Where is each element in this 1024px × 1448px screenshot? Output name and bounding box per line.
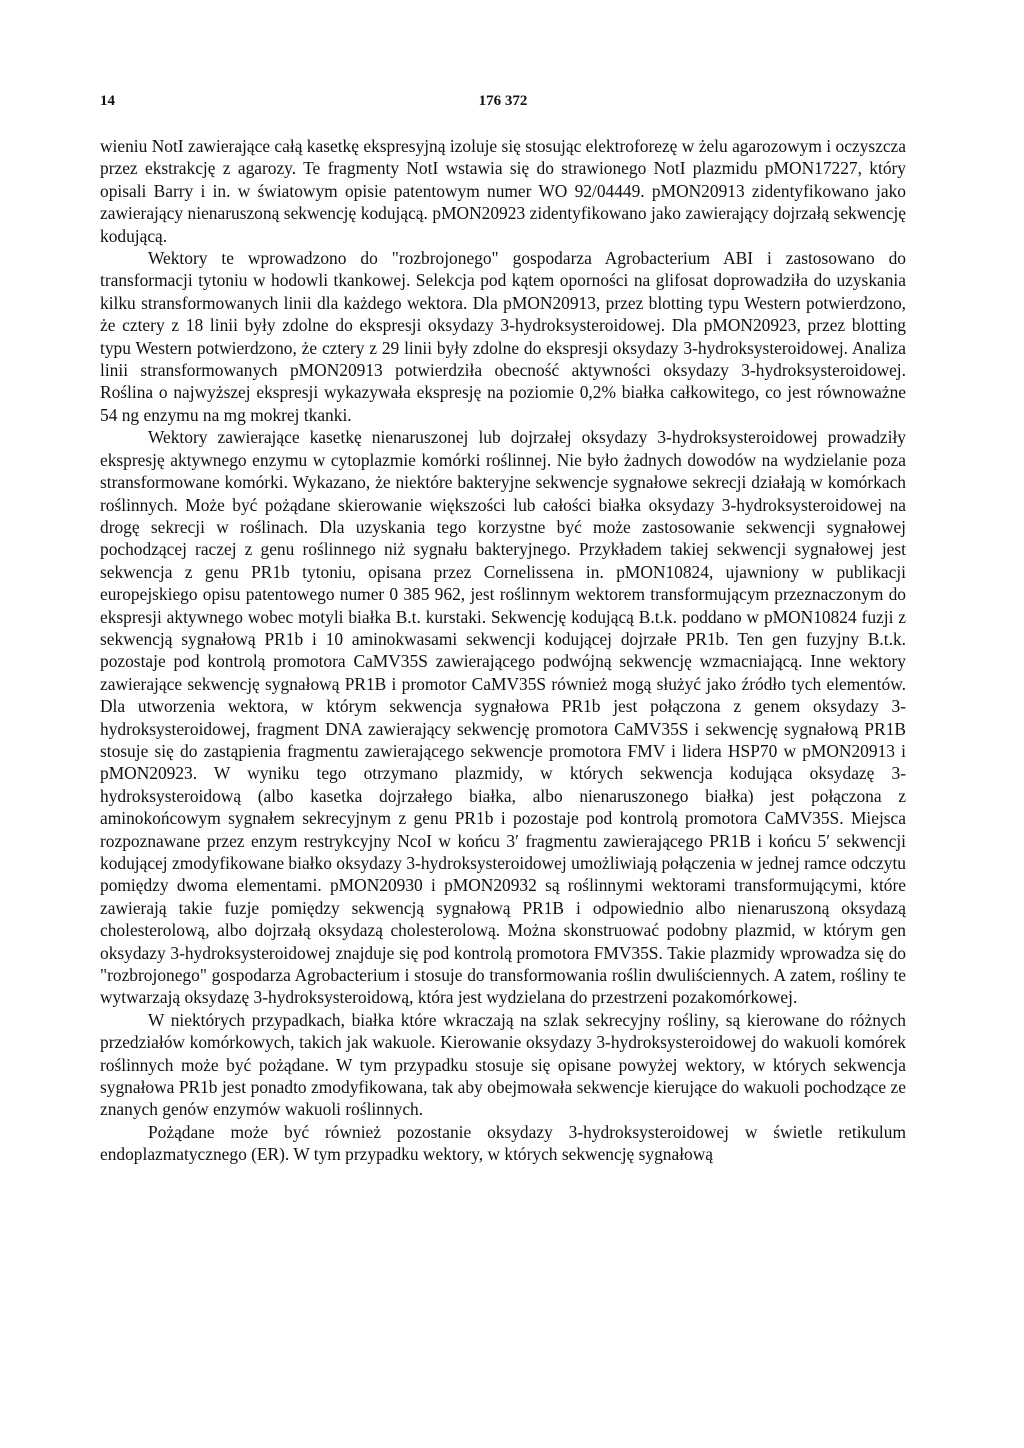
paragraph-5: Pożądane może być również pozostanie oksydazy 3-hydroksysteroidowej w świetle retikulum endoplazmatycznego (ER). W tym przypadku wektory, w których sekwencję sygnałową xyxy=(100,1121,906,1165)
paragraph-1: wieniu NotI zawierające całą kasetkę ekspresyjną izoluje się stosując elektroforezę w żelu agarozowym i oczyszcza przez ekstrakcję z agarozy. Te fragmenty NotI wstawia się do strawionego NotI plazmidu pMON17227, który opisali Barry i in. w światowym opisie patentowym numer WO 92/04449. pMON20913 zidentyfikowano jako zawierający nienaruszoną sekwencję kodującą. pMON20923 zidentyfikowano jako zawierający dojrzałą sekwencję kodującą. xyxy=(100,136,906,246)
document-body xyxy=(100,135,906,1166)
page-header xyxy=(100,93,906,113)
document-number: 176 372 xyxy=(478,93,528,109)
paragraph-4: W niektórych przypadkach, białka które wkraczają na szlak sekrecyjny rośliny, są kierowane do różnych przedziałów komórkowych, takich jak wakuole. Kierowanie oksydazy 3-hydroksysteroidowej do wakuoli komórek roślinnych może być pożądane. W tym przypadku stosuje się opisane powyżej wektory, w których sekwencja sygnałowa PR1b jest ponadto zmodyfikowana, tak aby obejmowała sekwencje kierujące do wakuoli pochodzące ze znanych genów enzymów wakuoli roślinnych. xyxy=(100,1009,906,1120)
page-number: 14 xyxy=(100,93,115,109)
paragraph-3: Wektory zawierające kasetkę nienaruszonej lub dojrzałej oksydazy 3-hydroksysteroidowej prowadziły ekspresję aktywnego enzymu w cytoplazmie komórki roślinnej. Nie było żadnych dowodów na wydzielanie poza stransformowane komórki. Wykazano, że niektóre bakteryjne sekwencje sygnałowe sekrecji działają w komórkach roślinnych. Może być pożądane skierowanie większości lub całości białka oksydazy 3-hydroksysteroidowej na drogę sekrecji w roślinach. Dla uzyskania tego korzystne być może zastosowanie sekwencji sygnałowej pochodzącej raczej z genu roślinnego niż sygnału bakteryjnego. Przykładem takiej sekwencji sygnałowej jest sekwencja z genu PR1b tytoniu, opisana przez Cornelissena in. pMON10824, ujawniony w publikacji europejskiego opisu patentowego numer 0 385 962, jest roślinnym wektorem transformującym przeznaczonym do ekspresji aktywnego wobec motyli białka B.t. kurstaki. Sekwencję kodującą B.t.k. poddano w pMON10824 fuzji z sekwencją sygnałową PR1b i 10 aminokwasami sekwencji kodującej dojrzałe PR1b. Ten gen fuzyjny B.t.k. pozostaje pod kontrolą promotora CaMV35S zawierającego podwójną sekwencję wzmacniającą. Inne wektory zawierające sekwencję sygnałową PR1B i promotor CaMV35S również mogą służyć jako źródło tych elementów. Dla utworzenia wektora, w którym sekwencja sygnałowa PR1b jest połączona z genem oksydazy 3-hydroksysteroidowej, fragment DNA zawierający sekwencję promotora CaMV35S i sekwencję sygnałową PR1B stosuje się do zastąpienia fragmentu zawierającego sekwencje promotora FMV i lidera HSP70 w pMON20913 i pMON20923. W wyniku tego otrzymano plazmidy, w których sekwencja kodująca oksydazę 3-hydroksysteroidową (albo kasetka dojrzałego białka, albo nienaruszonego białka) jest połączona z aminokońcowym sygnałem sekrecyjnym z genu PR1b i pozostaje pod kontrolą promotora CaMV35S. Miejsca rozpoznawane przez enzym restrykcyjny NcoI w końcu 3′ fragmentu zawierającego PR1B i końcu 5′ sekwencji kodującej zmodyfikowane białko oksydazy 3-hydroksysteroidowej umożliwiają połączenia w jednej ramce odczytu pomiędzy dwoma elementami. pMON20930 i pMON20932 są roślinnymi wektorami transformującymi, które zawierają takie fuzje pomiędzy sekwencją sygnałową PR1B i odpowiednio albo nienaruszoną oksydazą cholesterolową, albo dojrzałą oksydazą cholesterolową. Można skonstruować podobny plazmid, w którym gen oksydazy 3-hydroksysteroidowej znajduje się pod kontrolą promotora FMV35S. Takie plazmidy wprowadza się do "rozbrojonego" gospodarza Agrobacterium i stosuje do transformowania roślin dwuliściennych. A zatem, rośliny te wytwarzają oksydazę 3-hydroksysteroidową, która jest wydzielana do przestrzeni pozakomórkowej. xyxy=(100,427,906,1008)
paragraph-2: Wektory te wprowadzono do "rozbrojonego" gospodarza Agrobacterium ABI i zastosowano do transformacji tytoniu w hodowli tkankowej. Selekcja pod kątem oporności na glifosat doprowadziła do uzyskania kilku stransformowanych linii dla każdego wektora. Dla pMON20913, przez blotting typu Western potwierdzono, że cztery z 18 linii były zdolne do ekspresji oksydazy 3-hydroksysteroidowej. Dla pMON20923, przez blotting typu Western potwierdzono, że cztery z 29 linii były zdolne do ekspresji oksydazy 3-hydroksysteroidowej. Analiza linii stransformowanych pMON20913 potwierdziła obecność aktywności oksydazy 3-hydroksysteroidowej. Roślina o najwyższej ekspresji wykazywała ekspresję na poziomie 0,2% białka całkowitego, co jest równoważne 54 ng enzymu na mg mokrej tkanki. xyxy=(100,248,906,425)
